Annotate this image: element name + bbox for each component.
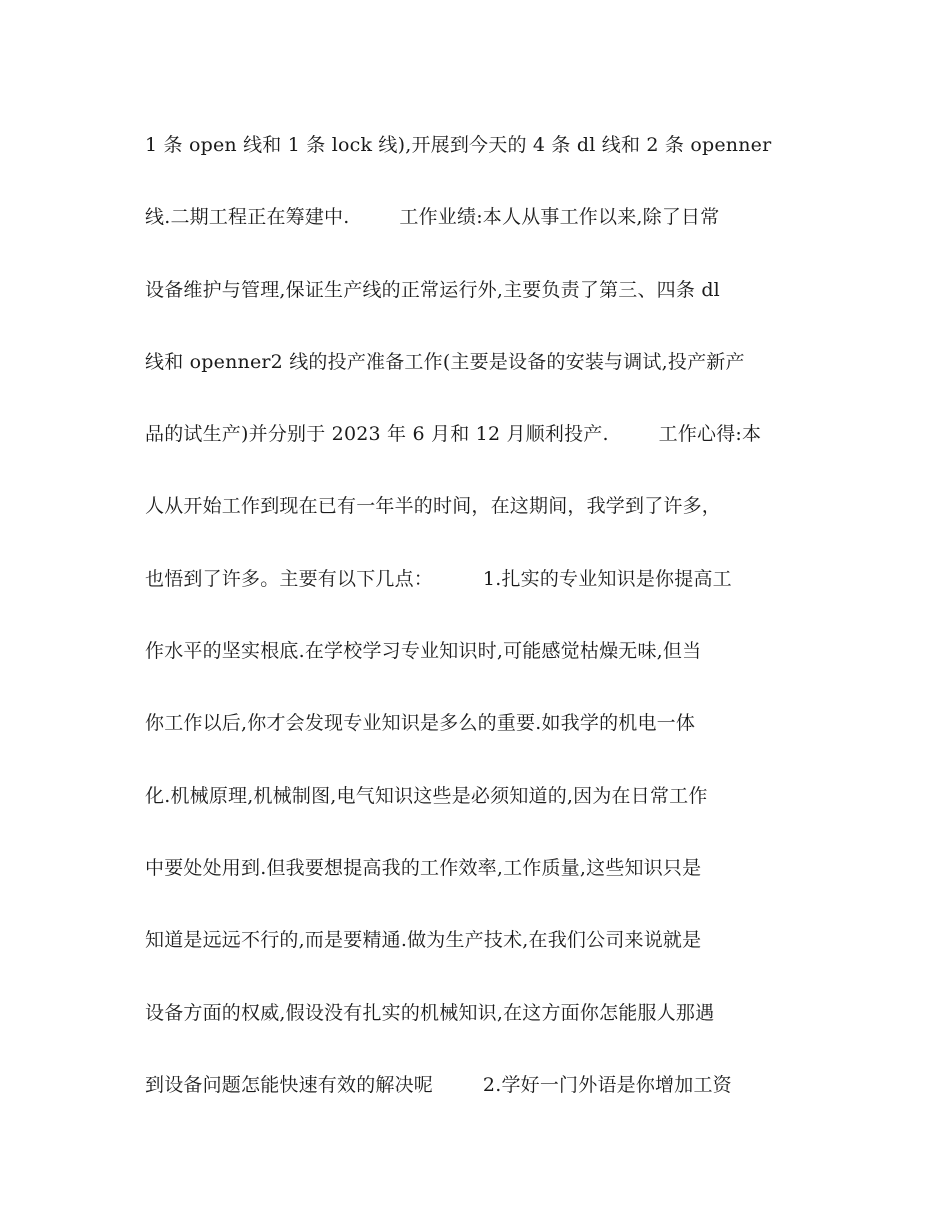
text-line-13: 设备方面的权威,假设没有扎实的机械知识,在这方面你怎能服人那遇 bbox=[145, 1001, 715, 1024]
text-line-4: 线和 openner2 线的投产准备工作(主要是设备的安装与调试,投产新产 bbox=[145, 350, 745, 373]
text-line-6: 人从开始工作到现在已有一年半的时间，在这期间，我学到了许多， bbox=[145, 495, 722, 518]
text-line-2: 线.二期工程正在筹建中. 工作业绩:本人从事工作以来,除了日常 bbox=[145, 206, 720, 229]
text-line-14: 到设备问题怎能快速有效的解决呢 2.学好一门外语是你增加工资 bbox=[145, 1073, 732, 1096]
text-line-12: 知道是远远不行的,而是要精通.做为生产技术,在我们公司来说就是 bbox=[145, 929, 702, 952]
text-line-10: 化.机械原理,机械制图,电气知识这些是必须知道的,因为在日常工作 bbox=[145, 784, 708, 807]
text-line-3: 设备维护与管理,保证生产线的正常运行外,主要负责了第三、四条 dl bbox=[145, 278, 720, 301]
body-text bbox=[145, 122, 825, 1134]
text-line-9: 你工作以后,你才会发现专业知识是多么的重要.如我学的机电一体 bbox=[145, 712, 696, 735]
text-line-1: 1 条 open 线和 1 条 lock 线),开展到今天的 4 条 dl 线和 2 条 openner bbox=[145, 134, 772, 156]
text-line-7: 也悟到了许多。主要有以下几点： 1.扎实的专业知识是你提高工 bbox=[145, 567, 732, 590]
text-line-8: 作水平的坚实根底.在学校学习专业知识时,可能感觉枯燥无味,但当 bbox=[145, 640, 702, 663]
text-line-5: 品的试生产)并分别于 2023 年 6 月和 12 月顺利投产. 工作心得:本 bbox=[145, 423, 762, 446]
text-line-11: 中要处处用到.但我要想提高我的工作效率,工作质量,这些知识只是 bbox=[145, 856, 702, 879]
